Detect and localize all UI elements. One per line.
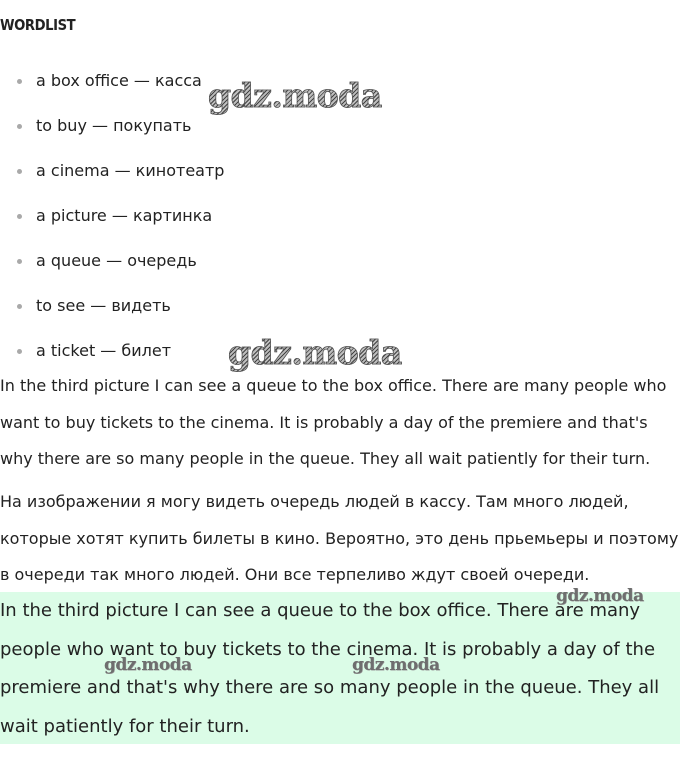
watermark: gdz.moda [228, 333, 402, 372]
english-paragraph: In the third picture I can see a queue to the box office. There are many people who want to buy tickets to the cinema. It is probably a day of the premiere and that's why there are so many people in the queue. They all wait patiently for their turn. [0, 376, 667, 468]
watermark: gdz.moda [104, 655, 192, 675]
list-item [0, 148, 224, 193]
list-item [0, 238, 224, 283]
list-item-text: a box office — касса [36, 71, 202, 90]
list-item [0, 58, 224, 103]
list-item-text: to buy — покупать [36, 116, 192, 135]
list-item-text: to see — видеть [36, 296, 171, 315]
bullet-icon [17, 214, 22, 219]
list-item [0, 328, 224, 373]
watermark: gdz.moda [208, 76, 382, 115]
list-item-text: a picture — картинка [36, 206, 213, 225]
russian-paragraph: На изображении я могу видеть очередь людей в кассу. Там много людей, которые хотят купить билеты в кино. Вероятно, это день прьемьеры и поэтому в очереди так много людей. Они все терпеливо ждут своей очереди. [0, 492, 679, 584]
watermark: gdz.moda [556, 586, 644, 606]
wordlist-heading: WORDLIST [0, 16, 76, 34]
bullet-icon [17, 169, 22, 174]
answer-text: In the third picture I can see a queue to the box office. There are many people who want to buy tickets to the cinema. It is probably a day of the premiere and that's why there are so many people in the queue. They all wait patiently for their turn. [0, 600, 660, 738]
watermark: gdz.moda [352, 655, 440, 675]
answer-box [0, 592, 680, 744]
bullet-icon [17, 304, 22, 309]
list-item [0, 283, 224, 328]
list-item [0, 193, 224, 238]
bullet-icon [17, 349, 22, 354]
bullet-icon [17, 259, 22, 264]
list-item-text: a ticket — билет [36, 341, 172, 360]
bullet-icon [17, 79, 22, 84]
list-item [0, 103, 224, 148]
list-item-text: a cinema — кинотеатр [36, 161, 225, 180]
bullet-icon [17, 124, 22, 129]
wordlist [0, 58, 224, 373]
list-item-text: a queue — очередь [36, 251, 197, 270]
